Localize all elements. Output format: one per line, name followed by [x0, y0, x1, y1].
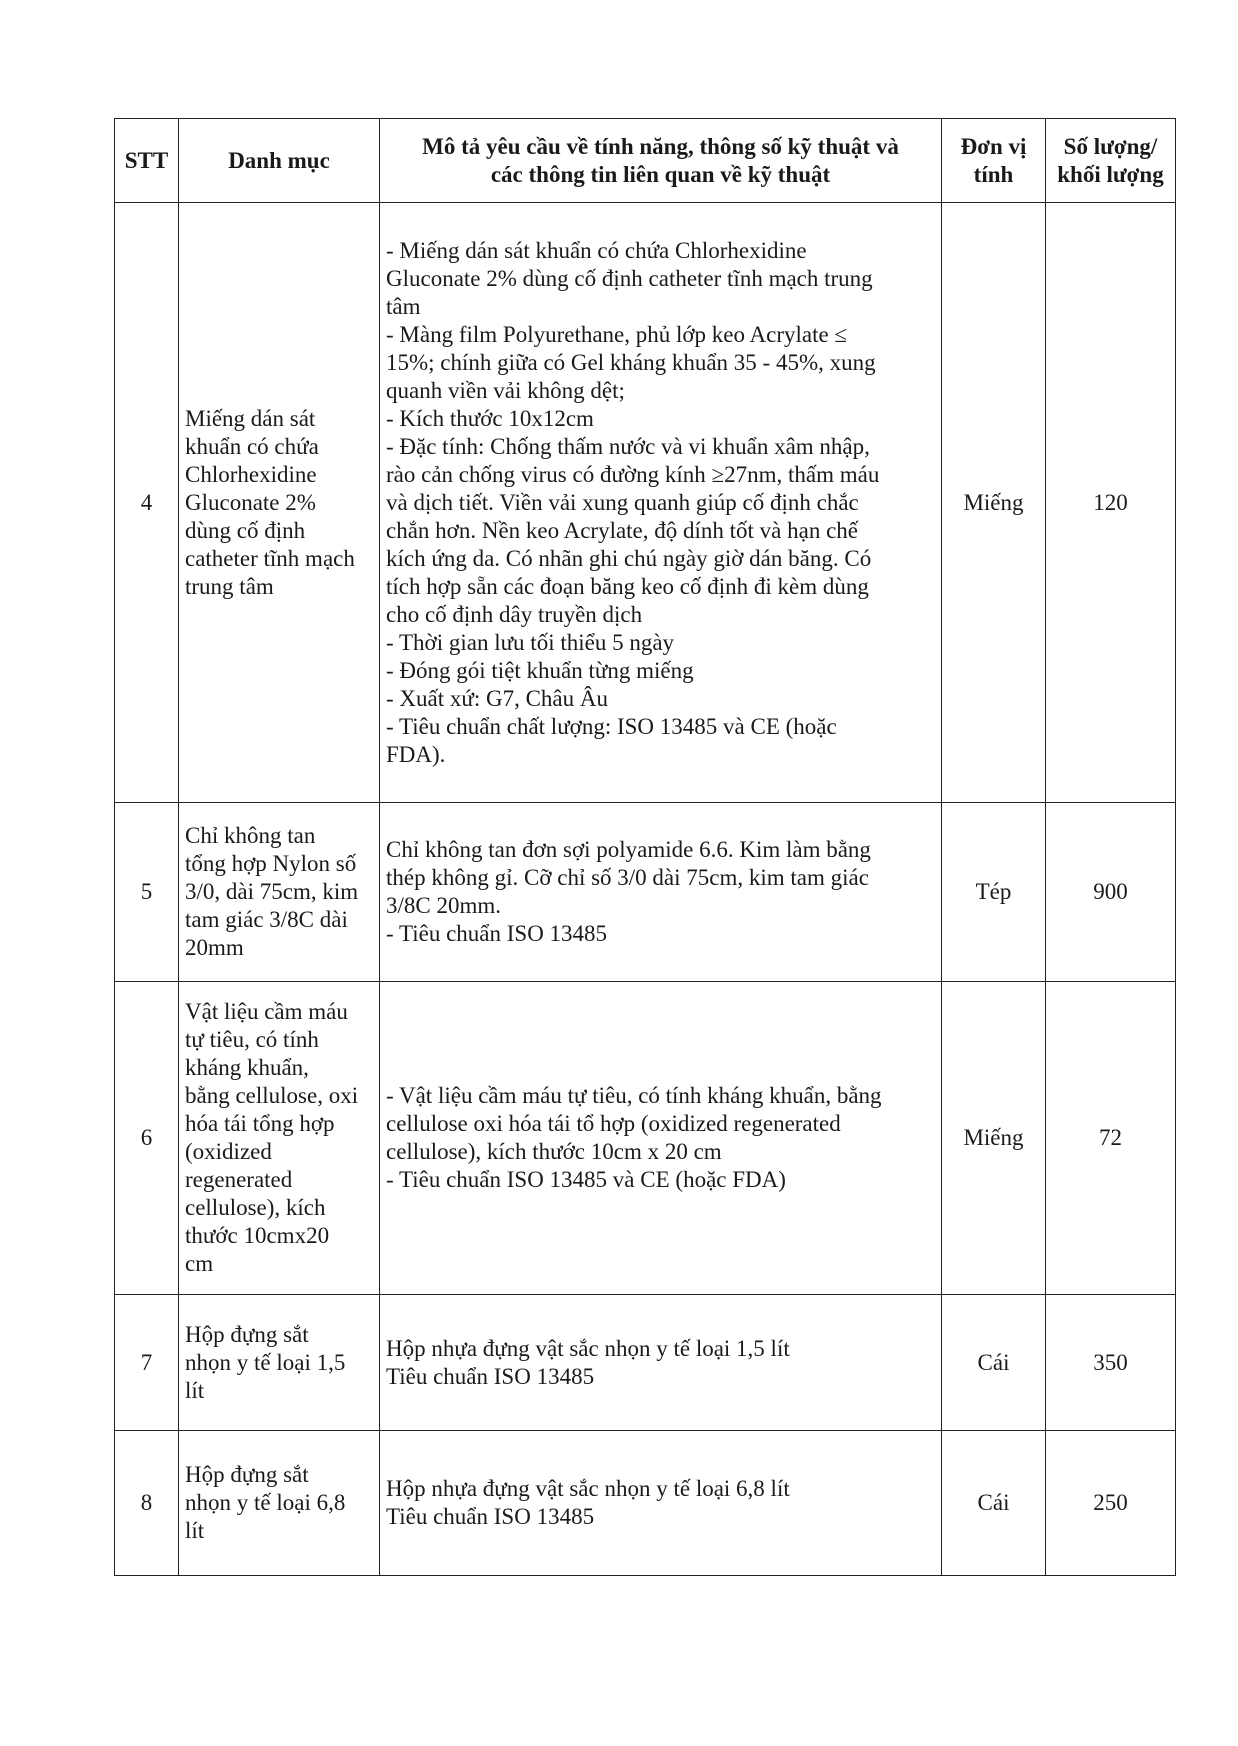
item-description-line: FDA).: [386, 741, 446, 767]
item-description-line: - Tiêu chuẩn chất lượng: ISO 13485 và CE (hoặc: [386, 713, 837, 739]
item-description-line: tích hợp sẵn các đoạn băng keo cố định đi kèm dùng: [386, 573, 869, 599]
item-description-line: Chỉ không tan đơn sợi polyamide 6.6. Kim làm bằng: [386, 837, 871, 862]
item-description-line: quanh viền vải không dệt;: [386, 377, 625, 403]
item-description-line: 15%; chính giữa có Gel kháng khuẩn 35 - 45%, xung: [386, 349, 876, 375]
item-name-line: 20mm: [185, 935, 244, 960]
table-row: [115, 203, 1176, 803]
item-name-line: bằng cellulose, oxi: [185, 1083, 359, 1108]
header-stt: STT: [115, 119, 179, 203]
item-name-line: thước 10cmx20: [185, 1223, 330, 1248]
item-name-line: trung tâm: [185, 573, 274, 599]
item-name-line: cm: [185, 1251, 214, 1276]
item-name: [179, 1431, 380, 1576]
item-description-line: - Miếng dán sát khuẩn có chứa Chlorhexidine: [386, 237, 807, 263]
row-number: 4: [115, 203, 179, 803]
item-name-line: nhọn y tế loại 6,8: [185, 1490, 346, 1515]
header-description-line: các thông tin liên quan về kỹ thuật: [490, 161, 831, 187]
row-number: 7: [115, 1295, 179, 1431]
item-description-line: Hộp nhựa đựng vật sắc nhọn y tế loại 1,5 lít: [386, 1335, 790, 1361]
item-name-line: Hộp đựng sắt: [185, 1462, 309, 1487]
item-unit: Miếng: [942, 982, 1046, 1295]
item-name-line: tự tiêu, có tính: [185, 1027, 319, 1052]
item-quantity: 250: [1046, 1431, 1176, 1576]
item-quantity: 72: [1046, 982, 1176, 1295]
item-unit: Miếng: [942, 203, 1046, 803]
header-quantity: [1046, 119, 1176, 203]
row-number: 8: [115, 1431, 179, 1576]
item-description-line: - Đóng gói tiệt khuẩn từng miếng: [386, 657, 694, 683]
header-quantity-line: Số lượng/: [1063, 133, 1158, 159]
item-name-line: nhọn y tế loại 1,5: [185, 1349, 346, 1375]
item-name-line: Chlorhexidine: [185, 461, 317, 487]
item-name-line: cellulose), kích: [185, 1195, 326, 1220]
item-description-line: thép không gỉ. Cỡ chỉ số 3/0 dài 75cm, kim tam giác: [386, 865, 869, 890]
item-description-line: Gluconate 2% dùng cố định catheter tĩnh mạch trung: [386, 265, 873, 291]
item-description-line: - Thời gian lưu tối thiểu 5 ngày: [386, 629, 675, 655]
item-description-line: cho cố định dây truyền dịch: [386, 601, 643, 627]
item-description-line: - Vật liệu cầm máu tự tiêu, có tính kháng khuẩn, bằng: [386, 1083, 882, 1108]
row-number: 5: [115, 803, 179, 982]
item-name-line: lít: [185, 1518, 205, 1543]
item-description-line: và dịch tiết. Viền vải xung quanh giúp cố định chắc: [386, 489, 859, 515]
item-name-line: lít: [185, 1377, 205, 1403]
item-unit: Cái: [942, 1431, 1046, 1576]
header-unit-line: tính: [973, 161, 1014, 187]
header-quantity-line: khối lượng: [1057, 161, 1164, 187]
item-name-line: Gluconate 2%: [185, 489, 316, 515]
item-name: [179, 203, 380, 803]
header-unit: [942, 119, 1046, 203]
item-description-line: tâm: [386, 293, 421, 319]
item-name-line: kháng khuẩn,: [185, 1055, 309, 1080]
item-description-line: 3/8C 20mm.: [386, 893, 502, 918]
item-description: [380, 1431, 942, 1576]
item-description-line: Tiêu chuẩn ISO 13485: [386, 1363, 595, 1389]
table-row: [115, 982, 1176, 1295]
item-unit: Cái: [942, 1295, 1046, 1431]
item-name-line: dùng cố định: [185, 517, 306, 543]
item-name: [179, 803, 380, 982]
item-description-line: - Kích thước 10x12cm: [386, 405, 594, 431]
item-description: [380, 1295, 942, 1431]
table-header-row: [115, 119, 1176, 203]
item-description-line: rào cản chống virus có đường kính ≥27nm, thấm máu: [386, 461, 880, 487]
item-unit: Tép: [942, 803, 1046, 982]
item-description-line: chắn hơn. Nền keo Acrylate, độ dính tốt và hạn chế: [386, 517, 859, 543]
item-quantity: 900: [1046, 803, 1176, 982]
item-name-line: catheter tĩnh mạch: [185, 545, 355, 571]
table-body: [115, 203, 1176, 1576]
item-name: [179, 982, 380, 1295]
item-description: [380, 203, 942, 803]
item-quantity: 120: [1046, 203, 1176, 803]
item-description-line: - Đặc tính: Chống thấm nước và vi khuẩn xâm nhập,: [386, 433, 870, 459]
item-name-line: tổng hợp Nylon số: [185, 851, 357, 876]
table-row: [115, 803, 1176, 982]
item-name-line: Hộp đựng sắt: [185, 1321, 309, 1347]
item-name: [179, 1295, 380, 1431]
item-description: [380, 982, 942, 1295]
table-row: [115, 1431, 1176, 1576]
header-description-line: Mô tả yêu cầu về tính năng, thông số kỹ thuật và: [422, 133, 899, 159]
table-row: [115, 1295, 1176, 1431]
item-name-line: tam giác 3/8C dài: [185, 907, 348, 932]
item-description-line: - Màng film Polyurethane, phủ lớp keo Acrylate ≤: [386, 321, 848, 347]
item-name-line: 3/0, dài 75cm, kim: [185, 879, 359, 904]
item-description-line: Tiêu chuẩn ISO 13485: [386, 1504, 595, 1529]
item-quantity: 350: [1046, 1295, 1176, 1431]
item-name-line: Miếng dán sát: [185, 405, 316, 431]
item-description-line: kích ứng da. Có nhãn ghi chú ngày giờ dán băng. Có: [386, 545, 872, 571]
item-name-line: Chỉ không tan: [185, 823, 316, 848]
item-name-line: hóa tái tổng hợp: [185, 1111, 335, 1136]
row-number: 6: [115, 982, 179, 1295]
item-name-line: khuẩn có chứa: [185, 433, 319, 459]
item-description: [380, 803, 942, 982]
item-description-line: Hộp nhựa đựng vật sắc nhọn y tế loại 6,8 lít: [386, 1476, 790, 1501]
item-description-line: - Xuất xứ: G7, Châu Âu: [386, 685, 608, 711]
item-description-line: - Tiêu chuẩn ISO 13485: [386, 921, 608, 946]
specification-table: [114, 118, 1176, 1576]
item-name-line: regenerated: [185, 1167, 293, 1192]
header-unit-line: Đơn vị: [960, 133, 1027, 159]
item-description-line: - Tiêu chuẩn ISO 13485 và CE (hoặc FDA): [386, 1167, 786, 1192]
item-description-line: cellulose), kích thước 10cm x 20 cm: [386, 1139, 722, 1164]
header-description: [380, 119, 942, 203]
item-name-line: (oxidized: [185, 1139, 272, 1164]
item-name-line: Vật liệu cầm máu: [185, 999, 348, 1024]
item-description-line: cellulose oxi hóa tái tổ hợp (oxidized regenerated: [386, 1111, 841, 1136]
header-name: Danh mục: [179, 119, 380, 203]
